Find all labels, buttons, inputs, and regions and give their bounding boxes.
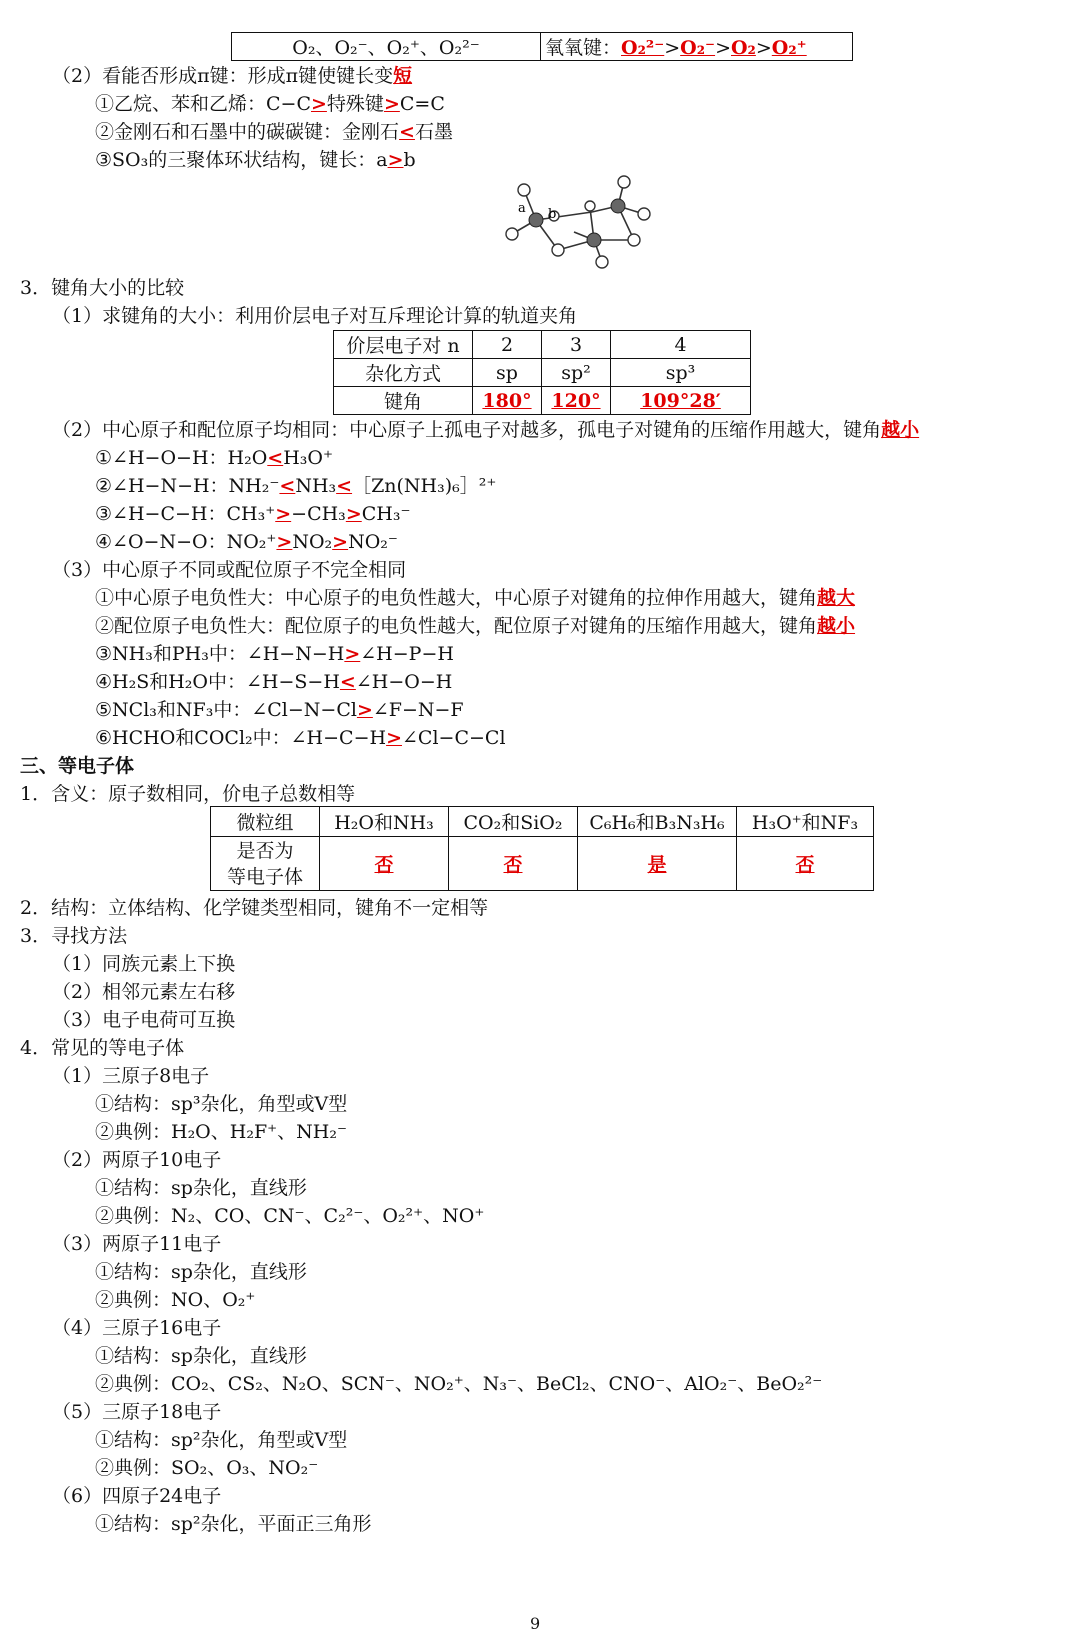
order-item: O₂²⁻ — [621, 37, 665, 59]
iso-line: ①结构：sp³杂化，角型或V型 — [95, 1093, 348, 1115]
t: ⑥HCHO和COCl₂中：∠H−C−H — [95, 727, 387, 749]
page-number: 9 — [530, 1614, 541, 1633]
iso-line: ②典例：H₂O、H₂F⁺、NH₂⁻ — [95, 1121, 348, 1143]
cell: H₃O⁺和NF₃ — [737, 807, 874, 837]
sub2-item — [95, 502, 411, 526]
t: 特殊键 — [326, 93, 384, 115]
iso-line: ①结构：sp杂化，直线形 — [95, 1345, 307, 1367]
answer: 否 — [737, 837, 874, 891]
answer: > — [311, 93, 327, 115]
sub2-item — [95, 446, 333, 470]
sep: > — [715, 37, 731, 59]
cell: sp — [473, 359, 542, 387]
cell: CO₂和SiO₂ — [449, 807, 578, 837]
t: ∠F−N−F — [372, 699, 464, 721]
cell: 微粒组 — [211, 807, 320, 837]
answer: 否 — [449, 837, 578, 891]
t: ①中心原子电负性大：中心原子的电负性越大，中心原子对键角的拉伸作用越大，键角 — [95, 587, 818, 609]
answer: 越小 — [817, 615, 856, 637]
oxygen-species-cell: O₂、O₂⁻、O₂⁺、O₂²⁻ — [232, 33, 541, 61]
t: CH₃⁻ — [361, 503, 411, 525]
t: ④H₂S和H₂O中：∠H−S−H — [95, 671, 340, 693]
isoelectronic-table — [210, 806, 874, 891]
iso-line: 2．结构：立体结构、化学键类型相同，键角不一定相等 — [20, 897, 489, 919]
answer: > — [356, 699, 373, 721]
row-label-cell — [211, 837, 320, 891]
order-item: O₂ — [731, 37, 756, 59]
answer: > — [386, 727, 402, 749]
sep: > — [664, 37, 681, 59]
sub3-item — [95, 698, 464, 722]
cell: 键角 — [334, 387, 473, 415]
t: ②配位原子电负性大：配位原子的电负性越大，配位原子对键角的压缩作用越大，键角 — [95, 615, 818, 637]
iso-line: ①结构：sp²杂化，角型或V型 — [95, 1429, 348, 1451]
t: ④∠O−N−O：NO₂⁺ — [95, 531, 277, 553]
t: H₃O⁺ — [283, 447, 333, 469]
answer: < — [339, 671, 356, 693]
t: ③∠H−C−H：CH₃⁺ — [95, 503, 276, 525]
answer: 越大 — [817, 587, 856, 609]
sub2-item — [95, 530, 398, 554]
cell: 4 — [611, 331, 751, 359]
sub3-item — [95, 670, 452, 694]
answer: < — [399, 121, 415, 143]
pi-item-1 — [95, 92, 445, 116]
iso-line: （6）四原子24电子 — [52, 1485, 222, 1507]
cell: sp³ — [611, 359, 751, 387]
t: ①乙烷、苯和乙烯：C−C — [95, 93, 311, 115]
iso-line: （2）相邻元素左右移 — [52, 981, 236, 1003]
answer: > — [275, 503, 292, 525]
answer: 短 — [393, 65, 413, 87]
pi-heading — [52, 64, 412, 88]
t: ∠Cl−C−Cl — [402, 727, 506, 749]
iso-line: （1）同族元素上下换 — [52, 953, 236, 975]
answer: 否 — [320, 837, 449, 891]
answer: > — [387, 149, 404, 171]
answer: > — [276, 531, 293, 553]
answer: > — [345, 503, 362, 525]
iso-line: （5）三原子18电子 — [52, 1401, 222, 1423]
hybrid-angle-table — [333, 330, 751, 415]
t: ∠H−O−H — [355, 671, 453, 693]
cell: 2 — [473, 331, 542, 359]
t: ①∠H−O−H：H₂O — [95, 447, 268, 469]
answer: < — [336, 475, 353, 497]
iso-line: （4）三原子16电子 — [52, 1317, 222, 1339]
t: NO₂ — [292, 531, 333, 553]
angle-sub3: （3）中心原子不同或配位原子不完全相同 — [52, 559, 407, 581]
answer: > — [332, 531, 349, 553]
t: ②∠H−N−H：NH₂⁻ — [95, 475, 280, 497]
angle-sub1: （1）求键角的大小：利用价层电子对互斥理论计算的轨道夹角 — [52, 305, 578, 327]
iso-line: 3．寻找方法 — [20, 925, 128, 947]
label-a: a — [518, 201, 526, 216]
iso-line: 4．常见的等电子体 — [20, 1037, 185, 1059]
label-b: b — [548, 207, 557, 222]
t: （2）中心原子和配位原子均相同：中心原子上孤电子对越多，孤电子对键角的压缩作用越大，键角 — [52, 419, 882, 441]
t: b — [403, 149, 416, 171]
answer: < — [279, 475, 296, 497]
t: ③SO₃的三聚体环状结构，键长：a — [95, 149, 388, 171]
sub3-item — [95, 726, 506, 750]
t: −CH₃ — [291, 503, 346, 525]
answer: 是 — [578, 837, 737, 891]
answer: 109°28′ — [611, 387, 751, 415]
cell: 3 — [542, 331, 611, 359]
order-item: O₂⁻ — [680, 37, 716, 59]
sub3-item — [95, 586, 855, 610]
order-item: O₂⁺ — [771, 37, 807, 59]
iso-line: ①结构：sp杂化，直线形 — [95, 1261, 307, 1283]
t: 石墨 — [414, 121, 453, 143]
angle-sub2 — [52, 418, 919, 442]
t: ∠H−P−H — [360, 643, 454, 665]
iso-line: （1）三原子8电子 — [52, 1065, 210, 1087]
iso-line: ②典例：N₂、CO、CN⁻、C₂²⁻、O₂²⁺、NO⁺ — [95, 1205, 485, 1227]
pi-heading-text: （2）看能否形成π键：形成π键使键长变 — [52, 65, 394, 87]
iso-heading: 三、等电子体 — [20, 755, 135, 777]
iso-line: ②典例：NO、O₂⁺ — [95, 1289, 256, 1311]
pi-item-3 — [95, 148, 416, 172]
iso-line: （2）两原子10电子 — [52, 1149, 222, 1171]
cell: 价层电子对 n — [334, 331, 473, 359]
sub2-item — [95, 474, 496, 498]
t: ③NH₃和PH₃中：∠H−N−H — [95, 643, 345, 665]
answer: 120° — [542, 387, 611, 415]
angle-title: 3．键角大小的比较 — [20, 277, 185, 299]
iso-line: ①结构：sp杂化，直线形 — [95, 1177, 307, 1199]
iso-line: ②典例：CO₂、CS₂、N₂O、SCN⁻、NO₂⁺、N₃⁻、BeCl₂、CNO⁻、AlO₂⁻、BeO₂²⁻ — [95, 1373, 823, 1395]
cell: C₆H₆和B₃N₃H₆ — [578, 807, 737, 837]
t: NH₃ — [295, 475, 337, 497]
sub3-item — [95, 614, 855, 638]
iso-line: （3）电子电荷可互换 — [52, 1009, 236, 1031]
t: ⑤NCl₃和NF₃中：∠Cl−N−Cl — [95, 699, 357, 721]
iso-line: ①结构：sp²杂化，平面正三角形 — [95, 1513, 372, 1535]
cell: H₂O和NH₃ — [320, 807, 449, 837]
answer: 180° — [473, 387, 542, 415]
sep: > — [755, 37, 772, 59]
t: C=C — [399, 93, 445, 115]
oxygen-bond-table — [231, 32, 853, 61]
iso-definition: 1．含义：原子数相同，价电子总数相等 — [20, 783, 356, 805]
oxygen-bond-order-cell — [541, 33, 853, 61]
t: 是否为 — [236, 839, 294, 862]
oxygen-bond-label: 氧氧键： — [545, 37, 622, 59]
so3-trimer-diagram — [496, 172, 664, 272]
iso-line: ②典例：SO₂、O₃、NO₂⁻ — [95, 1457, 319, 1479]
answer: > — [383, 93, 400, 115]
iso-line: （3）两原子11电子 — [52, 1233, 222, 1255]
answer: > — [344, 643, 361, 665]
answer: < — [267, 447, 284, 469]
t: ②金刚石和石墨中的碳碳键：金刚石 — [95, 121, 400, 143]
answer: 越小 — [881, 419, 920, 441]
cell: 杂化方式 — [334, 359, 473, 387]
cell: sp² — [542, 359, 611, 387]
t: 等电子体 — [226, 865, 303, 888]
pi-item-2 — [95, 120, 453, 144]
t: ［Zn(NH₃)₆］²⁺ — [352, 475, 497, 497]
sub3-item — [95, 642, 454, 666]
t: NO₂⁻ — [348, 531, 398, 553]
